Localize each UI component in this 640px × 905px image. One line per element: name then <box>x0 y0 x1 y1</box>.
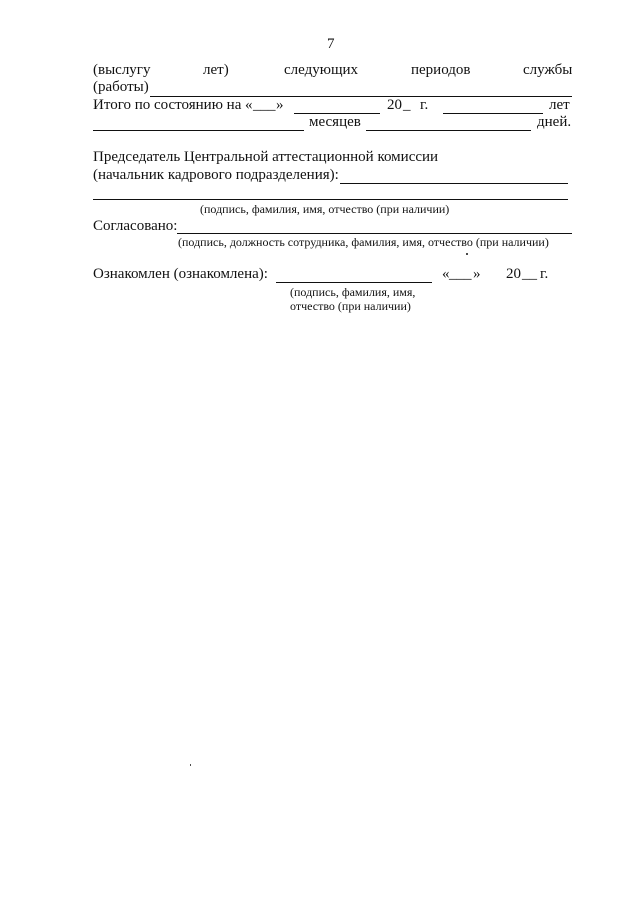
chairman-subtitle: (начальник кадрового подразделения): <box>93 167 339 183</box>
approved-caption: (подпись, должность сотрудника, фамилия, имя, отчество (при наличии) <box>178 235 549 249</box>
page-number: 7 <box>327 36 335 52</box>
days-line <box>366 130 531 131</box>
service-word-2: лет) <box>203 62 229 78</box>
service-word-1: (выслугу <box>93 62 151 78</box>
chairman-signature-line <box>340 183 568 184</box>
acquainted-caption-line1: (подпись, фамилия, имя, <box>290 285 416 299</box>
acquainted-year-blank: __ <box>522 266 537 282</box>
service-continuation: (работы) <box>93 79 149 95</box>
chairman-name-line <box>93 199 568 200</box>
acquainted-quote-close: » <box>473 266 481 282</box>
full-years-line <box>93 130 304 131</box>
acquainted-signature-line <box>276 282 432 283</box>
stray-dot <box>466 253 468 255</box>
service-word-3: следующих <box>284 62 359 78</box>
service-word-5: службы <box>523 62 573 78</box>
acquainted-year-prefix: 20 <box>506 266 521 282</box>
days-label: дней. <box>537 114 572 130</box>
service-word-4: периодов <box>411 62 471 78</box>
total-day-blank: ___ <box>253 97 276 113</box>
acquainted-day-blank: ___ <box>449 266 472 282</box>
acquainted-quote-open: « <box>442 266 450 282</box>
years-line <box>443 113 543 114</box>
scan-speck <box>190 764 191 766</box>
total-quote-close: » <box>276 97 284 113</box>
chairman-caption: (подпись, фамилия, имя, отчество (при наличии) <box>200 202 450 216</box>
years-label: лет <box>549 97 570 113</box>
approved-label: Согласовано: <box>93 218 178 234</box>
total-quote-open: « <box>245 97 253 113</box>
months-label: месяцев <box>309 114 361 130</box>
total-label: Итого по состоянию на <box>93 97 242 113</box>
acquainted-caption-line2: отчество (при наличии) <box>290 299 411 313</box>
acquainted-year-suffix: г. <box>540 266 549 282</box>
chairman-title: Председатель Центральной аттестационной комиссии <box>93 149 439 165</box>
total-year-suffix: г. <box>420 97 429 113</box>
total-year-blank: _ <box>403 97 411 113</box>
approved-line <box>177 233 572 234</box>
total-year-prefix: 20 <box>387 97 402 113</box>
acquainted-label: Ознакомлен (ознакомлена): <box>93 266 268 282</box>
